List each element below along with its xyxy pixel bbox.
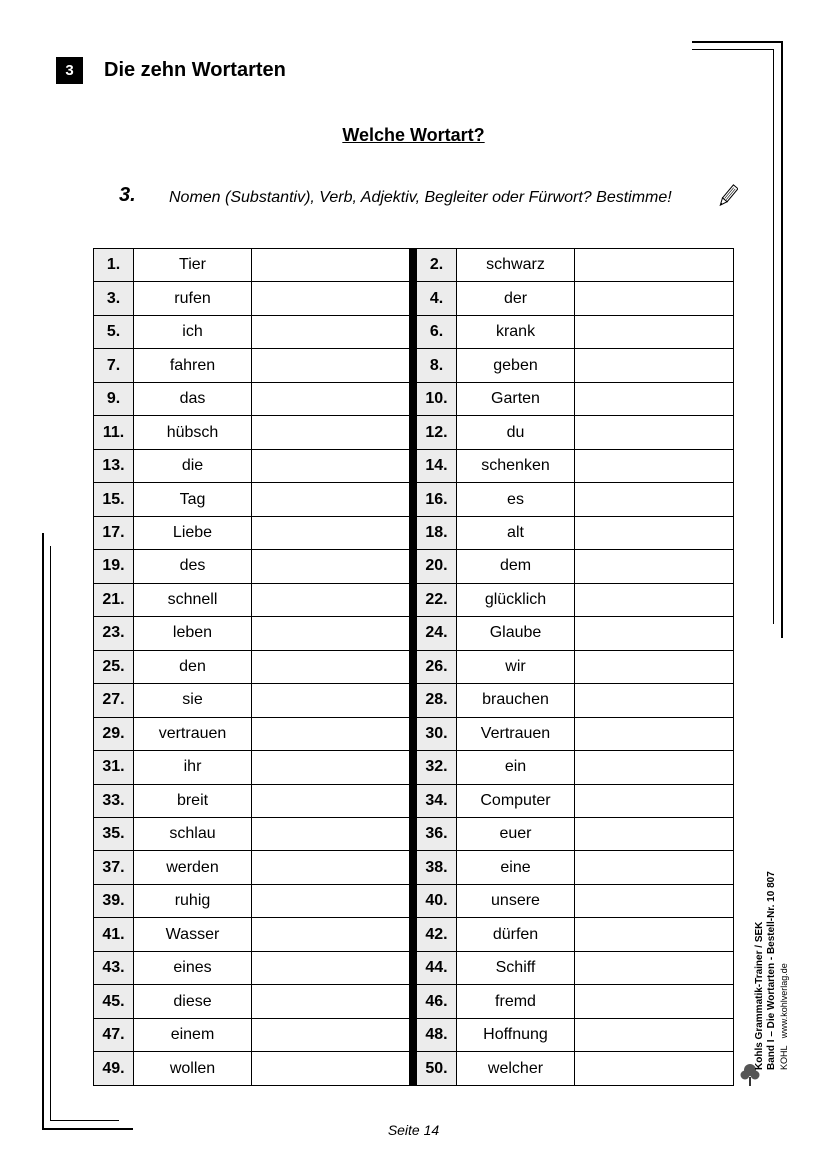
answer-cell[interactable] <box>252 784 410 817</box>
item-word: einem <box>134 1018 252 1051</box>
task-instruction: Nomen (Substantiv), Verb, Adjektiv, Begleiter oder Fürwort? Bestimme! <box>169 189 672 206</box>
column-divider <box>410 985 417 1018</box>
answer-cell[interactable] <box>252 884 410 917</box>
table-row <box>94 449 734 482</box>
answer-cell[interactable] <box>575 884 734 917</box>
item-number: 21. <box>94 583 134 616</box>
column-divider <box>410 249 417 282</box>
item-word: schwarz <box>457 249 575 282</box>
item-number: 9. <box>94 382 134 415</box>
answer-cell[interactable] <box>575 617 734 650</box>
item-word: du <box>457 416 575 449</box>
item-word: die <box>134 449 252 482</box>
answer-cell[interactable] <box>252 315 410 348</box>
answer-cell[interactable] <box>575 1018 734 1051</box>
item-word: dem <box>457 550 575 583</box>
answer-cell[interactable] <box>575 516 734 549</box>
item-number: 17. <box>94 516 134 549</box>
answer-cell[interactable] <box>252 382 410 415</box>
chapter-number-box: 3 <box>56 57 83 84</box>
table-row <box>94 1018 734 1051</box>
column-divider <box>410 416 417 449</box>
answer-cell[interactable] <box>575 817 734 850</box>
column-divider <box>410 1018 417 1051</box>
item-number: 23. <box>94 617 134 650</box>
item-number: 40. <box>417 884 457 917</box>
column-divider <box>410 583 417 616</box>
sidebar-volume: Band I – Die Wortarten - Bestell-Nr. 10 807 <box>766 871 777 1070</box>
item-number: 32. <box>417 751 457 784</box>
item-number: 27. <box>94 684 134 717</box>
answer-cell[interactable] <box>575 282 734 315</box>
item-word: glücklich <box>457 583 575 616</box>
answer-cell[interactable] <box>252 717 410 750</box>
answer-cell[interactable] <box>252 249 410 282</box>
website-url: www.kohlverlag.de <box>779 963 789 1039</box>
item-number: 18. <box>417 516 457 549</box>
answer-cell[interactable] <box>575 550 734 583</box>
table-row <box>94 650 734 683</box>
answer-cell[interactable] <box>575 918 734 951</box>
table-row <box>94 282 734 315</box>
column-divider <box>410 1052 417 1086</box>
column-divider <box>410 918 417 951</box>
answer-cell[interactable] <box>252 650 410 683</box>
answer-cell[interactable] <box>575 416 734 449</box>
answer-cell[interactable] <box>252 985 410 1018</box>
table-row <box>94 717 734 750</box>
item-word: fahren <box>134 349 252 382</box>
item-number: 42. <box>417 918 457 951</box>
item-word: ich <box>134 315 252 348</box>
item-number: 8. <box>417 349 457 382</box>
frame-left-inner <box>50 546 51 1121</box>
answer-cell[interactable] <box>575 583 734 616</box>
item-word: werden <box>134 851 252 884</box>
item-number: 13. <box>94 449 134 482</box>
item-word: welcher <box>457 1052 575 1086</box>
table-row <box>94 349 734 382</box>
item-word: des <box>134 550 252 583</box>
item-word: Computer <box>457 784 575 817</box>
answer-cell[interactable] <box>575 851 734 884</box>
item-word: schenken <box>457 449 575 482</box>
column-divider <box>410 817 417 850</box>
column-divider <box>410 617 417 650</box>
column-divider <box>410 951 417 984</box>
answer-cell[interactable] <box>252 349 410 382</box>
item-number: 15. <box>94 483 134 516</box>
item-number: 34. <box>417 784 457 817</box>
item-word: euer <box>457 817 575 850</box>
item-word: vertrauen <box>134 717 252 750</box>
column-divider <box>410 449 417 482</box>
table-row <box>94 851 734 884</box>
item-number: 49. <box>94 1052 134 1086</box>
item-number: 25. <box>94 650 134 683</box>
item-word: eines <box>134 951 252 984</box>
item-number: 44. <box>417 951 457 984</box>
sidebar-series: Kohls Grammatik-Trainer / SEK <box>754 921 765 1070</box>
column-divider <box>410 483 417 516</box>
item-number: 46. <box>417 985 457 1018</box>
answer-cell[interactable] <box>575 449 734 482</box>
column-divider <box>410 315 417 348</box>
answer-cell[interactable] <box>252 583 410 616</box>
item-number: 45. <box>94 985 134 1018</box>
item-number: 28. <box>417 684 457 717</box>
item-word: wir <box>457 650 575 683</box>
table-row <box>94 784 734 817</box>
answer-cell[interactable] <box>252 951 410 984</box>
item-number: 4. <box>417 282 457 315</box>
column-divider <box>410 650 417 683</box>
frame-top-right-outer <box>692 41 783 43</box>
answer-cell[interactable] <box>252 516 410 549</box>
answer-cell[interactable] <box>252 851 410 884</box>
table-row <box>94 684 734 717</box>
worksheet-subtitle: Welche Wortart? <box>342 125 485 145</box>
table-row <box>94 1052 734 1086</box>
answer-cell[interactable] <box>252 684 410 717</box>
answer-cell[interactable] <box>252 1018 410 1051</box>
page-number: Seite 14 <box>387 1122 440 1138</box>
answer-cell[interactable] <box>575 684 734 717</box>
frame-top-right-inner <box>692 49 774 50</box>
answer-cell[interactable] <box>575 249 734 282</box>
column-divider <box>410 884 417 917</box>
item-word: geben <box>457 349 575 382</box>
table-row <box>94 884 734 917</box>
item-number: 5. <box>94 315 134 348</box>
answer-cell[interactable] <box>575 951 734 984</box>
answer-cell[interactable] <box>252 918 410 951</box>
item-number: 11. <box>94 416 134 449</box>
frame-left-outer <box>42 533 44 1130</box>
answer-cell[interactable] <box>252 416 410 449</box>
table-row <box>94 315 734 348</box>
answer-cell[interactable] <box>575 985 734 1018</box>
item-word: das <box>134 382 252 415</box>
table-row <box>94 751 734 784</box>
item-word: krank <box>457 315 575 348</box>
item-word: eine <box>457 851 575 884</box>
table-row <box>94 951 734 984</box>
item-number: 10. <box>417 382 457 415</box>
item-number: 31. <box>94 751 134 784</box>
answer-cell[interactable] <box>252 751 410 784</box>
item-word: wollen <box>134 1052 252 1086</box>
answer-cell[interactable] <box>575 483 734 516</box>
column-divider <box>410 382 417 415</box>
answer-cell[interactable] <box>252 449 410 482</box>
answer-cell[interactable] <box>575 650 734 683</box>
item-number: 36. <box>417 817 457 850</box>
table-row <box>94 550 734 583</box>
column-divider <box>410 784 417 817</box>
item-number: 16. <box>417 483 457 516</box>
table-row <box>94 817 734 850</box>
item-word: Vertrauen <box>457 717 575 750</box>
item-number: 33. <box>94 784 134 817</box>
item-word: dürfen <box>457 918 575 951</box>
answer-cell[interactable] <box>575 784 734 817</box>
answer-cell[interactable] <box>252 1052 410 1086</box>
column-divider <box>410 349 417 382</box>
item-word: ruhig <box>134 884 252 917</box>
answer-cell[interactable] <box>252 817 410 850</box>
item-word: schlau <box>134 817 252 850</box>
item-number: 20. <box>417 550 457 583</box>
item-number: 37. <box>94 851 134 884</box>
item-number: 41. <box>94 918 134 951</box>
answer-cell[interactable] <box>575 382 734 415</box>
item-number: 48. <box>417 1018 457 1051</box>
item-number: 39. <box>94 884 134 917</box>
sidebar-website <box>778 871 790 1070</box>
table-row <box>94 583 734 616</box>
answer-cell[interactable] <box>575 717 734 750</box>
word-table <box>93 248 734 1086</box>
item-number: 29. <box>94 717 134 750</box>
item-number: 35. <box>94 817 134 850</box>
table-row <box>94 985 734 1018</box>
item-word: breit <box>134 784 252 817</box>
column-divider <box>410 684 417 717</box>
table-row <box>94 918 734 951</box>
answer-cell[interactable] <box>575 349 734 382</box>
item-word: Wasser <box>134 918 252 951</box>
item-number: 26. <box>417 650 457 683</box>
frame-bottom-left-inner <box>50 1120 119 1121</box>
publisher-sidebar <box>754 871 790 1070</box>
item-number: 30. <box>417 717 457 750</box>
column-divider <box>410 550 417 583</box>
item-word: Hoffnung <box>457 1018 575 1051</box>
table-row <box>94 249 734 282</box>
item-word: Schiff <box>457 951 575 984</box>
column-divider <box>410 717 417 750</box>
item-word: den <box>134 650 252 683</box>
table-row <box>94 416 734 449</box>
item-number: 3. <box>94 282 134 315</box>
item-word: sie <box>134 684 252 717</box>
answer-cell[interactable] <box>575 1052 734 1086</box>
column-divider <box>410 516 417 549</box>
column-divider <box>410 751 417 784</box>
item-number: 22. <box>417 583 457 616</box>
logo-brand: KOHL <box>779 1045 789 1070</box>
item-number: 1. <box>94 249 134 282</box>
item-word: unsere <box>457 884 575 917</box>
answer-cell[interactable] <box>575 315 734 348</box>
answer-cell[interactable] <box>252 282 410 315</box>
item-word: fremd <box>457 985 575 1018</box>
item-word: Garten <box>457 382 575 415</box>
item-number: 24. <box>417 617 457 650</box>
column-divider <box>410 851 417 884</box>
item-word: es <box>457 483 575 516</box>
answer-cell[interactable] <box>252 617 410 650</box>
table-row <box>94 483 734 516</box>
item-number: 14. <box>417 449 457 482</box>
pencil-icon <box>718 183 738 209</box>
item-number: 7. <box>94 349 134 382</box>
chapter-title: Die zehn Wortarten <box>104 59 286 81</box>
table-row <box>94 516 734 549</box>
item-number: 12. <box>417 416 457 449</box>
item-word: ihr <box>134 751 252 784</box>
column-divider <box>410 282 417 315</box>
answer-cell[interactable] <box>252 483 410 516</box>
item-number: 19. <box>94 550 134 583</box>
item-number: 6. <box>417 315 457 348</box>
item-word: Tag <box>134 483 252 516</box>
table-row <box>94 382 734 415</box>
task-number: 3. <box>119 184 136 206</box>
item-word: alt <box>457 516 575 549</box>
answer-cell[interactable] <box>252 550 410 583</box>
item-word: hübsch <box>134 416 252 449</box>
item-number: 50. <box>417 1052 457 1086</box>
answer-cell[interactable] <box>575 751 734 784</box>
item-word: diese <box>134 985 252 1018</box>
item-word: der <box>457 282 575 315</box>
item-word: schnell <box>134 583 252 616</box>
table-row <box>94 617 734 650</box>
item-word: ein <box>457 751 575 784</box>
item-word: Tier <box>134 249 252 282</box>
item-word: rufen <box>134 282 252 315</box>
item-number: 47. <box>94 1018 134 1051</box>
item-word: brauchen <box>457 684 575 717</box>
item-number: 2. <box>417 249 457 282</box>
item-number: 38. <box>417 851 457 884</box>
item-word: leben <box>134 617 252 650</box>
item-number: 43. <box>94 951 134 984</box>
item-word: Liebe <box>134 516 252 549</box>
item-word: Glaube <box>457 617 575 650</box>
